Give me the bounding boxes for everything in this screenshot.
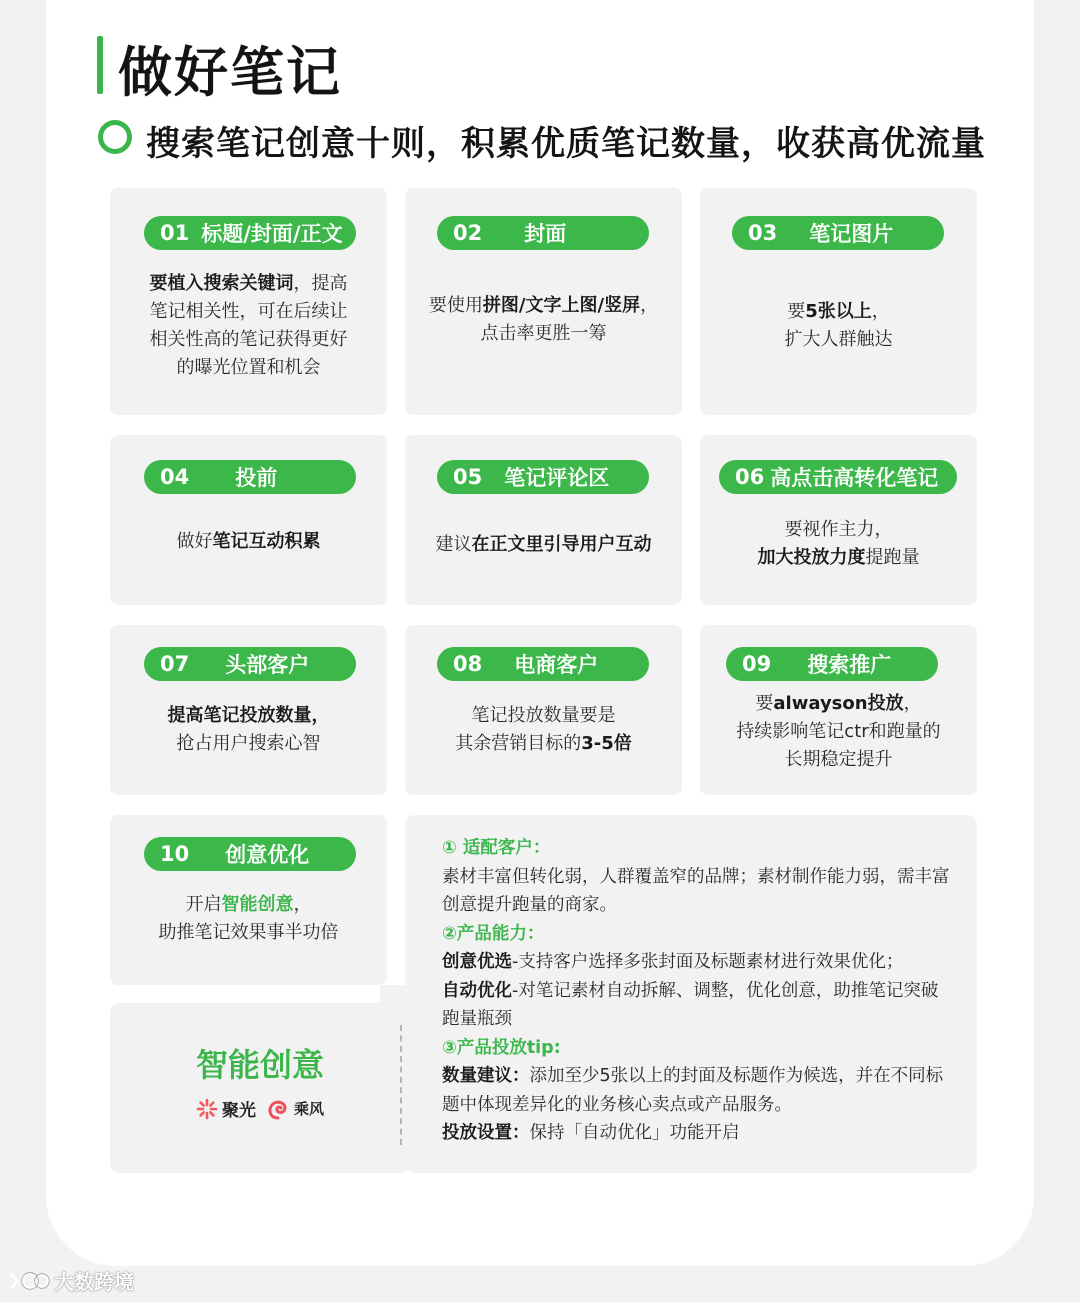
plain-text: ， — [871, 301, 890, 322]
tip-text — [110, 702, 387, 758]
emphasis-text: 拼图/文字上图/竖屏 — [482, 295, 641, 316]
tip-label: 投前 — [235, 466, 278, 490]
tip-badge — [437, 460, 649, 494]
plain-text: 笔记相关性，可在后续让 — [149, 301, 348, 322]
plain-text: ， — [293, 894, 312, 915]
highlight-text: 智能创意 — [221, 894, 294, 915]
emphasis-text: alwayson投放 — [773, 693, 904, 714]
tip-label: 电商客户 — [514, 653, 599, 677]
plain-text: 提跑量 — [865, 547, 920, 568]
tip-text — [700, 516, 977, 572]
tip-label: 搜索推广 — [807, 653, 892, 677]
tip-text — [110, 891, 387, 947]
plain-text: ， — [640, 295, 659, 316]
term-desc: -对笔记素材自动拆解、调整，优化创意，助推笔记突破跑量瓶颈 — [442, 980, 939, 1029]
emphasis-text: 在正文里引导用户互动 — [471, 534, 652, 555]
tip-text — [405, 531, 682, 559]
section-text — [442, 1119, 952, 1148]
tip-badge — [144, 837, 356, 871]
section-heading: ① 适配客户： — [442, 838, 551, 858]
emphasis-text: 要植入搜索关键词 — [149, 273, 294, 294]
plain-text: ，提高 — [293, 273, 348, 294]
page-subtitle: 搜索笔记创意十则，积累优质笔记数量，收获高优流量 — [146, 124, 986, 164]
tip-card-06 — [700, 435, 977, 605]
tip-label: 头部客户 — [225, 653, 310, 677]
tip-badge — [437, 216, 649, 250]
tip-badge — [437, 647, 649, 681]
brand-juguang-label: 聚光 — [221, 1101, 256, 1121]
watermark — [8, 1266, 134, 1295]
tip-text — [110, 528, 387, 556]
tip-number: 03 — [748, 221, 778, 245]
plain-text: 相关性高的笔记获得更好 — [149, 329, 348, 350]
tip-card-10 — [110, 815, 387, 985]
plain-text: 建议 — [435, 534, 472, 555]
tip-text — [405, 292, 682, 348]
plain-text: 做好 — [176, 531, 213, 552]
smart-creative-detail-text — [442, 834, 952, 1148]
emphasis-text: 3-5倍 — [581, 733, 632, 754]
tip-card-01 — [110, 188, 387, 415]
plain-text: 要视作主力， — [784, 519, 893, 540]
tip-badge — [719, 460, 957, 494]
tip-text — [700, 690, 977, 774]
tip-text — [110, 270, 387, 382]
term: 数量建议： — [442, 1066, 530, 1086]
tip-number: 09 — [742, 652, 772, 676]
tip-label: 标题/封面/正文 — [201, 222, 343, 246]
plain-text: ， — [903, 693, 922, 714]
plain-text: 其余营销目标的 — [455, 733, 582, 754]
tip-badge — [144, 460, 356, 494]
plain-text: 扩大人群触达 — [784, 329, 893, 350]
emphasis-text: 笔记互动积累 — [212, 531, 321, 552]
plain-text: 要 — [787, 301, 806, 322]
tip-card-04 — [110, 435, 387, 605]
tip-card-07 — [110, 625, 387, 795]
tip-badge — [144, 216, 356, 250]
term: 自动优化 — [442, 980, 512, 1001]
tip-number: 08 — [453, 652, 483, 676]
brand-chengfeng — [266, 1098, 324, 1120]
tip-number: 02 — [453, 221, 483, 245]
swirl-icon — [266, 1098, 290, 1120]
tip-text — [405, 702, 682, 758]
emphasis-text: 加大投放力度 — [757, 547, 866, 568]
tip-badge — [726, 647, 938, 681]
plain-text: 要 — [755, 693, 774, 714]
tip-label: 创意优化 — [225, 843, 310, 867]
term-desc: -支持客户选择多张封面及标题素材进行效果优化； — [512, 952, 904, 972]
watermark-logo-icon — [8, 1269, 50, 1293]
term-desc: 添加至少5张以上的封面及标题作为候选，并在不同标题中体现差异化的业务核心卖点或产品服务。 — [442, 1066, 944, 1115]
plain-text: 要使用 — [428, 295, 483, 316]
tip-number: 05 — [453, 465, 483, 489]
tip-badge — [732, 216, 944, 250]
tip-number: 06 — [735, 465, 765, 489]
tip-label: 封面 — [524, 222, 567, 246]
plain-text: 长期稳定提升 — [784, 749, 893, 770]
section-heading: ②产品能力： — [442, 923, 545, 944]
section-text: 素材丰富但转化弱，人群覆盖窄的品牌；素材制作能力弱，需丰富创意提升跑量的商家。 — [442, 866, 950, 915]
tip-text — [700, 298, 977, 354]
brand-chengfeng-label: 乘风 — [293, 1100, 324, 1118]
section-text — [442, 948, 952, 977]
smart-creative-brand-card — [110, 1003, 410, 1173]
page-title: 做好笔记 — [118, 41, 342, 104]
tip-card-09 — [700, 625, 977, 795]
tip-card-02 — [405, 188, 682, 415]
watermark-text: 大数跨境 — [54, 1270, 134, 1294]
circle-icon — [98, 120, 132, 154]
tip-label: 高点击高转化笔记 — [770, 466, 939, 490]
section-text — [442, 1062, 952, 1119]
plain-text: 的曝光位置和机会 — [176, 357, 321, 378]
section-text — [442, 977, 952, 1034]
emphasis-text: 提高笔记投放数量， — [167, 705, 330, 726]
plain-text: 开启 — [185, 894, 222, 915]
smart-creative-title: 智能创意 — [195, 1046, 324, 1084]
term-desc: 保持「自动优化」功能开启 — [529, 1123, 740, 1143]
tip-card-05 — [405, 435, 682, 605]
tip-label: 笔记图片 — [809, 222, 894, 246]
brand-juguang — [196, 1096, 256, 1121]
tip-card-08 — [405, 625, 682, 795]
emphasis-text: 5张以上 — [805, 301, 872, 322]
term: 投放设置： — [442, 1123, 530, 1143]
plain-text: 笔记投放数量要是 — [471, 705, 616, 726]
title-accent-bar — [97, 36, 103, 94]
plain-text: 点击率更胜一筹 — [480, 323, 607, 344]
plain-text: 助推笔记效果事半功倍 — [158, 922, 339, 943]
spark-icon — [196, 1098, 218, 1120]
tip-badge — [144, 647, 356, 681]
tip-number: 01 — [160, 221, 190, 245]
plain-text: 抢占用户搜索心智 — [176, 733, 321, 754]
plain-text: 持续影响笔记ctr和跑量的 — [736, 721, 941, 742]
tip-number: 10 — [160, 842, 190, 866]
tip-card-03 — [700, 188, 977, 415]
section-heading: ③产品投放tip: — [442, 1037, 561, 1058]
term: 创意优选 — [442, 952, 512, 972]
tip-number: 07 — [160, 652, 190, 676]
brand-logos — [110, 1096, 410, 1121]
tip-number: 04 — [160, 465, 190, 489]
tip-label: 笔记评论区 — [504, 466, 610, 490]
